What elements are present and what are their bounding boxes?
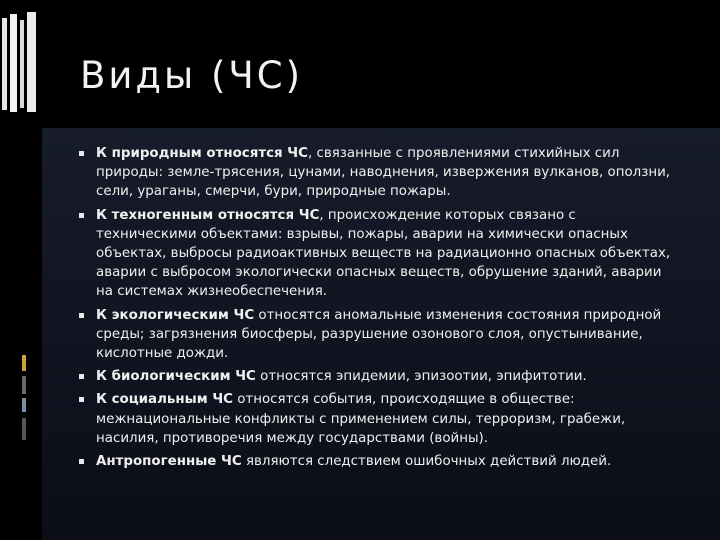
decor-bar [20,20,24,108]
decor-bar [22,398,26,412]
list-item [78,306,678,364]
bullet-icon [79,213,84,218]
item-text: являются следствием ошибочных действий людей. [241,454,612,470]
bullet-list [78,144,678,475]
list-item [78,390,678,448]
decor-bar [22,376,26,394]
item-text: относятся эпидемии, эпизоотии, эпифитотии. [255,369,587,385]
item-text: , связанные с проявлениями стихийных сил природы: земле-трясения, цунами, наводнения, извержения вулканов, оползни, сели, ураганы, смерчи, бури, природные пожары. [96,146,671,200]
bullet-icon [79,397,84,402]
bullet-icon [79,313,84,318]
item-term: К биологическим ЧС [96,369,256,385]
item-text: относятся события, происходящие в обществе: межнациональные конфликты с применением силы, терроризм, грабежи, насилия, противоречия между государствами (войны). [96,392,626,446]
bullet-icon [79,459,84,464]
bullet-icon [79,374,84,379]
decor-bar [22,418,26,440]
decor-bar [2,18,7,110]
list-item [78,452,678,471]
item-term: К социальным ЧС [96,392,233,408]
decor-bar [27,12,36,112]
decor-bar [22,355,26,371]
item-term: Антропогенные ЧС [96,454,242,470]
item-text: относятся аномальные изменения состояния природной среды; загрязнения биосферы, разрушение озонового слоя, опустынивание, кислотные дожди. [96,307,662,362]
list-item [78,206,678,302]
bullet-icon [79,151,84,156]
slide-title: Виды (ЧС) [80,54,304,97]
item-text: , происхождение которых связано с техническими объектами: взрывы, пожары, аварии на химически опасных объектах, выбросы радиоактивных веществ на радиационно опасных объектах, аварии с выбросом экологически опасных веществ, обрушение зданий, аварии на системах жизнеобеспечения. [96,207,671,300]
item-term: К природным относятся ЧС [96,146,308,161]
item-term: К техногенным относятся ЧС [96,207,320,223]
list-item [78,144,678,202]
left-decor-strip [0,0,42,540]
decor-bar [10,14,17,112]
list-item [78,367,678,386]
item-term: К экологическим ЧС [96,307,255,323]
